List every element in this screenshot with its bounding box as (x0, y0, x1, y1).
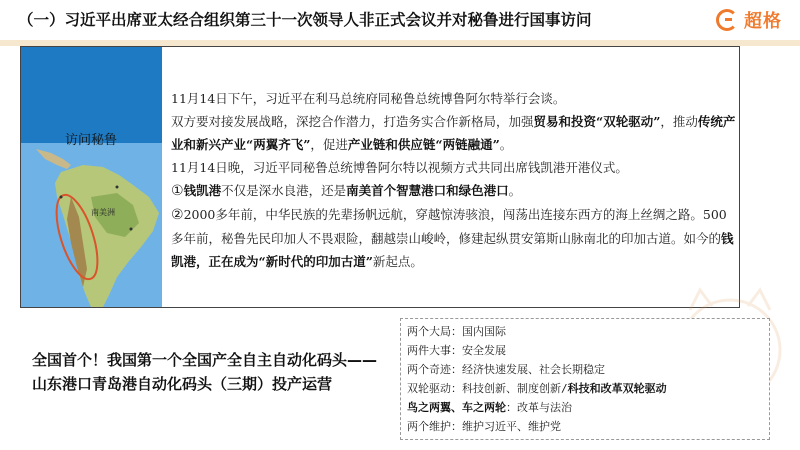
paragraph-ceremony: 11月14日晚，习近平同秘鲁总统博鲁阿尔特以视频方式共同出席钱凯港开港仪式。 (171, 160, 628, 175)
brand-logo (716, 6, 782, 34)
summary-key: 两件大事： (407, 344, 462, 357)
bold-span: 钱凯港 (183, 183, 222, 198)
bold-span: 南美首个智慧港口和绿色港口 (346, 183, 509, 198)
text-span: 新起点。 (372, 254, 423, 269)
content-box (20, 46, 740, 308)
summary-bold-key: 鸟之两翼、车之两轮 (407, 401, 506, 414)
summary-value: 经济快速发展、社会长期稳定 (462, 363, 605, 376)
bold-span: 产业链和供应链“两链融通” (347, 137, 500, 152)
paragraph-cooperation (171, 110, 736, 156)
title-part1: （一）习近平出席 (18, 10, 143, 29)
continent-label: 南美洲 (91, 208, 115, 217)
text-span: 2000多年前，中华民族的先辈扬帆远航，穿越惊涛骇浪，闯荡出连接东西方的海上丝绸之路。500多年前，秘鲁先民印加人不畏艰险，翻越崇山峻岭，修建起纵贯安第斯山脉南北的印加古道。如今的 (171, 207, 727, 246)
bold-span: 贸易和投资“双轮驱动” (533, 114, 661, 129)
text-span: ，推动 (660, 114, 698, 129)
summary-key: ： (506, 401, 517, 414)
map-panel (21, 47, 162, 307)
paragraph-meeting: 11月14日下午，习近平在利马总统府同秘鲁总统博鲁阿尔特举行会谈。 (171, 91, 566, 106)
logo-mark-icon (716, 9, 738, 31)
summary-key: 两个大局： (407, 325, 462, 338)
south-america-map-icon (21, 47, 162, 307)
circled-number: ② (171, 207, 184, 223)
summary-key: 双轮驱动： (407, 382, 462, 395)
summary-key: 两个维护： (407, 420, 462, 433)
paragraph-point-2 (171, 203, 736, 273)
text-span: ，促进 (310, 137, 348, 152)
summary-row (407, 379, 763, 398)
summary-box (400, 318, 770, 440)
summary-value: 安全发展 (462, 344, 506, 357)
text-span: 。 (508, 183, 522, 198)
map-label: 访问秘鲁 (65, 133, 118, 148)
summary-value: 科技创新、制度创新/ (462, 382, 568, 395)
summary-row (407, 360, 763, 379)
summary-row (407, 417, 763, 436)
title-highlight: 亚太经合组织 (142, 10, 236, 29)
text-span: 双方要对接发展战略，深挖合作潜力，打造务实合作新格局，加强 (171, 114, 534, 129)
summary-row (407, 322, 763, 341)
paragraph-point-1 (171, 179, 736, 203)
text-span: 不仅是深水良港，还是 (221, 183, 347, 198)
circled-number: ① (171, 183, 184, 199)
summary-bold-value: 科技和改革双轮驱动 (567, 382, 667, 395)
summary-key: 两个奇迹： (407, 363, 462, 376)
summary-row (407, 398, 763, 417)
summary-row (407, 341, 763, 360)
title-part2: 第三十一次领导人非正式会议并对秘鲁进行国事访问 (235, 10, 592, 29)
page-title (18, 8, 658, 30)
article-body (171, 87, 736, 273)
summary-value: 维护习近平、维护党 (462, 420, 561, 433)
summary-value: 改革与法治 (517, 401, 572, 414)
bold-span: 传统产业和新兴产业“两翼齐飞” (171, 114, 736, 152)
summary-value: 国内国际 (462, 325, 506, 338)
news-subtitle: 全国首个！我国第一个全国产全自主自动化码头——山东港口青岛港自动化码头（三期）投产运营 (32, 351, 378, 393)
text-span: 。 (499, 137, 513, 152)
bold-span: 钱凯港，正在成为“新时代的印加古道” (171, 231, 734, 269)
logo-text: 超格 (744, 11, 782, 32)
